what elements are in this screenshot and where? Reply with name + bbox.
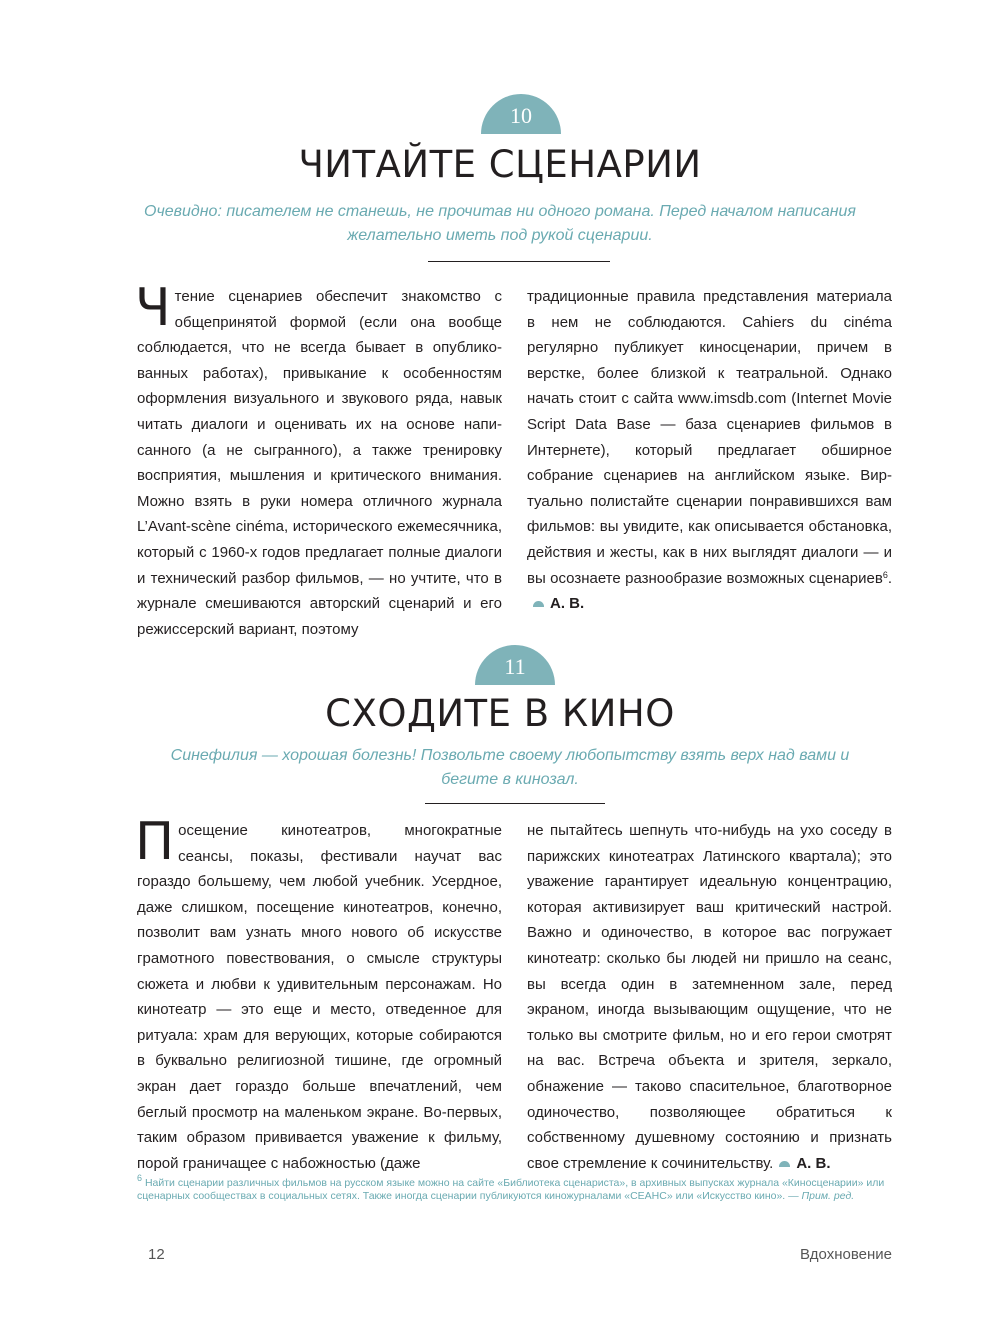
- footnote: [137, 1173, 897, 1202]
- section-number: 10: [510, 103, 532, 128]
- divider: [425, 803, 605, 804]
- paragraph-text: традиционные правила представления материала в нем не соблюдаются. Cahiers du cinéma регулярно публикует киносценарии, причем в верстке, более близкой к театральной. Однако начать стоит с сайта www.imsdb.com (Internet Movie Script Data Base — база сценариев фильмов в Интернете), который предлагает обширное собрание сценариев на английском языке. Виртуально полистайте сценарии понравившихся вам фильмов: вы увидите, как описывается обстановка, действия и жесты, как в них выглядят диалоги — и вы осознаете разнообразие возможных сценариев: [527, 288, 892, 587]
- paragraph: [527, 818, 892, 1176]
- section-number-badge: [481, 94, 561, 134]
- paragraph: [135, 278, 502, 642]
- body-column-right: [527, 284, 892, 617]
- section-title: СХОДИТЕ В КИНО: [325, 692, 675, 735]
- drop-cap: П: [135, 812, 175, 872]
- author-signature: А. В.: [796, 1154, 831, 1172]
- half-circle-icon: [533, 601, 544, 607]
- body-column-left: [135, 812, 502, 1176]
- footnote-number: 6: [137, 1173, 143, 1183]
- footnote-reference[interactable]: 6: [882, 569, 888, 580]
- editor-note: — Прим. ред.: [788, 1189, 855, 1202]
- section-title: ЧИТАЙТЕ СЦЕНАРИИ: [298, 143, 702, 186]
- paragraph-text: не пытайтесь шепнуть что-нибудь на ухо соседу в парижских кинотеатрах Латинского квартала); это уважение гарантирует идеальную концентрацию, которая активизирует ваш критический настрой. Важно и одиночество, в которое вас погружает кинотеатр: сколько бы людей ни пришло на сеанс, вы всегда один в затемненном зале, перед экраном, иногда вызывающим ощущение, что не только вы смотрите фильм, но и его герои смотрят на вас. Встреча объекта и зрителя, зеркало, обнажение — таково спасительное, благотворное одиночество, позволяющее обратиться к собственному душевному состоянию и признать свое стремление к сочинительству.: [527, 822, 892, 1172]
- body-column-left: [135, 278, 502, 642]
- running-title: Вдохновение: [799, 1246, 892, 1263]
- section-number-badge: [475, 645, 555, 685]
- paragraph-text: осещение кинотеатров, многократные сеансы, показы, фестивали научат вас гораздо большему, чем любой учебник. Усердное, даже слишком, посещение кинотеатров, конечно, позволит вам узнать много нового об искусстве грамотного повествования, о смысле структуры сюжета и любви к удивительным персонажам. Но кинотеатр — это еще и место, отведенное для ритуала: храм для верующих, которые собираются в буквально религиозной тишине, где огромный экран дает гораздо больше впечатлений, чем беглый просмотр на маленьком экране. Во-первых, таким образом прививается уважение к фильму, порой граничащее с набожностью (даже: [137, 822, 502, 1172]
- author-signature: А. В.: [550, 595, 585, 613]
- footnote-text: Найти сценарии различных фильмов на русском языке можно на сайте «Библиотека сценариста», в архивных выпусках журнала «Киносценарии» или сценарных сообществах в социальных сетях. Также иногда сценарии публикуются киножурналами «СЕАНС» или «Искусство кино».: [137, 1177, 885, 1202]
- section-lede: Очевидно: писателем не станешь, не прочитав ни одного романа. Перед началом написания желательно иметь под рукой сценарии.: [144, 203, 856, 244]
- section-lede: Синефилия — хорошая болезнь! Позвольте своему любопытству взять верх над вами и бегите в кинозал.: [170, 747, 850, 788]
- page-number: 12: [148, 1246, 165, 1263]
- section-number: 11: [504, 654, 526, 679]
- drop-cap: Ч: [135, 278, 171, 338]
- paragraph: традиционные правила представления материала в нем не соблюдаются. Cahiers du cinéma регулярно публикует киносценарии, причем в верстке, более близкой к театральной. Однако начать стоит с сайта www.imsdb.com (Internet Movie Script Data Base — база сценариев фильмов в Интернете), который предлагает обширное собрание сценариев на английском языке. Виртуально полистайте сценарии понравившихся вам фильмов: вы увидите, как описывается обстановка, действия и жесты, как в них выглядят диалоги — и вы осознаете разнообразие возможных сценариев$^6$.А. В.: [527, 288, 892, 613]
- paragraph-text: тение сценариев обеспечит знакомство с общепринятой формой (если она вообще соблюдается, что не всегда бывает в опубликованных работах), привыкание к особенностям оформления визуального и звукового ряда, навык читать диалоги и оценивать их на основе написанного (а не сыгранного), а также тренировку восприятия, мышления и критического внимания. Можно взять в руки номера отличного журнала L’Avant-scène cinéma, исторического ежемесячника, который с 1960-х годов предлагает полные диалоги и технический разбор фильмов, — но учтите, что в журнале смешиваются авторский сценарий и его режиссерский вариант, поэтому: [137, 288, 502, 638]
- body-column-right: [527, 818, 892, 1176]
- divider: [428, 261, 610, 262]
- half-circle-icon: [779, 1161, 790, 1167]
- paragraph: [135, 812, 502, 1176]
